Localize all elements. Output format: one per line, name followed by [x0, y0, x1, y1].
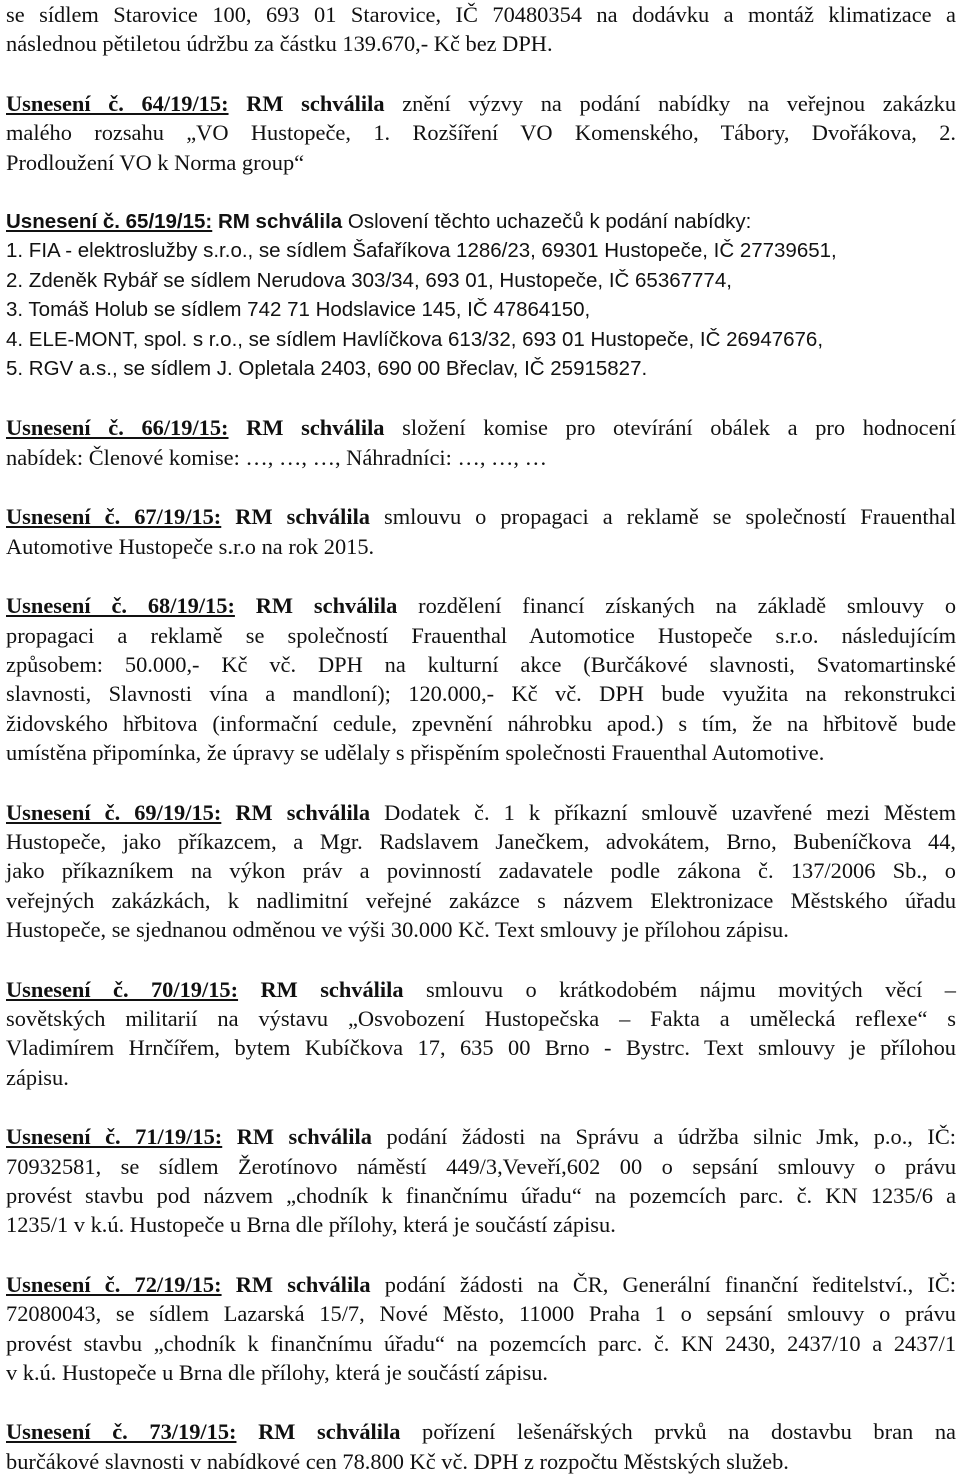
- resolution-number: Usnesení č. 73/19/15:: [6, 1419, 237, 1445]
- resolution-verb: RM schválila: [236, 1124, 372, 1150]
- resolution-71: [6, 1122, 956, 1240]
- text-line: složení komise pro otevírání obálek a pro hodnocení: [402, 415, 956, 441]
- resolution-67: [6, 502, 956, 561]
- resolution-number: Usnesení č. 67/19/15:: [6, 504, 222, 530]
- document-page: [6, 0, 956, 1476]
- text-line: způsobem: 50.000,- Kč vč. DPH na kulturní akce (Burčákové slavnosti, Svatomartinské: [6, 651, 956, 677]
- text-line: propagaci a reklamě se společností Frauenthal Automotice Hustopeče s.r.o. následujícím: [6, 622, 957, 648]
- list-item: 3. Tomáš Holub se sídlem 742 71 Hodslavice 145, IČ 47864150,: [6, 298, 591, 322]
- resolution-69: [6, 798, 956, 945]
- list-item: 1. FIA - elektroslužby s.r.o., se sídlem Šafaříkova 1286/23, 69301 Hustopeče, IČ 27739651,: [6, 239, 837, 263]
- text-line: provést stavbu „chodník k finančnímu úřadu“ na pozemcích parc. č. KN 2430, 2437/10 a 2437/1: [6, 1330, 957, 1356]
- text-line: jako příkazníkem na výkon práv a povinností zadavatele podle zákona č. 137/2006 Sb., o: [6, 858, 956, 884]
- resolution-verb: RM schválila: [235, 504, 370, 530]
- text-line: znění výzvy na podání nabídky na veřejnou zakázku: [402, 90, 957, 116]
- list-item: 4. ELE-MONT, spol. s r.o., se sídlem Havlíčkova 613/32, 693 01 Hustopeče, IČ 26947676,: [6, 327, 824, 351]
- resolution-verb: RM schválila: [235, 1271, 371, 1297]
- resolution-number: Usnesení č. 69/19/15:: [6, 799, 222, 825]
- text-line: provést stavbu pod názvem „chodník k finančnímu úřadu“ na pozemcích parc. č. KN 1235/6 a: [6, 1183, 957, 1208]
- text-line: 1235/1 v k.ú. Hustopeče u Brna dle přílohy, která je součástí zápisu.: [6, 1212, 616, 1238]
- text-line: Dodatek č. 1 k příkazní smlouvě uzavřené mezi Městem: [384, 799, 956, 825]
- list-item: 2. Zdeněk Rybář se sídlem Nerudova 303/34, 693 01, Hustopeče, IČ 65367774,: [6, 268, 732, 292]
- text-line: Hustopeče, se sjednanou odměnou ve výši 30.000 Kč. Text smlouvy je přílohou zápisu.: [6, 917, 789, 943]
- resolution-number: Usnesení č. 64/19/15:: [6, 90, 229, 116]
- text-line: pořízení lešenářských prvků na dostavbu bran na: [422, 1419, 956, 1445]
- text-line: 72080043, se sídlem Lazarská 15/7, Nové Město, 11000 Praha 1 o sepsání smlouvy o právu: [6, 1301, 956, 1327]
- text-line: nabídek: Členové komise: …, …, …, Náhradníci: …, …, …: [6, 444, 548, 470]
- text-line: zápisu.: [6, 1064, 69, 1090]
- text-line: Prodloužení VO k Norma group“: [6, 149, 305, 175]
- text-line: burčákové slavnosti v nabídkové cen 78.800 Kč vč. DPH z rozpočtu Městských služeb.: [6, 1448, 789, 1474]
- resolution-verb: RM schválila: [217, 210, 343, 234]
- text-line: se sídlem Starovice 100, 693 01 Starovice, IČ 70480354 na dodávku a montáž klimatizace a: [6, 2, 956, 27]
- text-line: Vladimírem Hrnčířem, bytem Kubíčkova 17, 635 00 Brno - Bystrc. Text smlouvy je přílohou: [6, 1035, 956, 1061]
- text-line: smlouvu o propagaci a reklamě se společností Frauenthal: [384, 504, 956, 530]
- resolution-number: Usnesení č. 71/19/15:: [6, 1124, 223, 1150]
- resolution-70: [6, 975, 956, 1093]
- resolution-number: Usnesení č. 65/19/15:: [6, 210, 213, 234]
- text-line: slavnosti, Slavnosti vína a mandloní); 120.000,- Kč vč. DPH bude využita na rekonstrukci: [6, 681, 957, 707]
- text-line: židovského hřbitova (informační cedule, zpevnění náhrobku apod.) s tím, že na hřbitově bude: [6, 710, 957, 736]
- text-line: 70932581, se sídlem Žerotínovo náměstí 449/3,Veveří,602 00 o sepsání smlouvy o právu: [6, 1153, 957, 1179]
- text-line: Oslovení těchto uchazečů k podání nabídky:: [347, 210, 752, 234]
- resolution-verb: RM schválila: [246, 415, 385, 441]
- text-line: umístěna připomínka, že úpravy se udělaly s přispěním společnosti Frauenthal Automotive.: [6, 740, 825, 766]
- resolution-verb: RM schválila: [255, 593, 398, 619]
- text-line: sovětských militarií na výstavu „Osvobození Hustopečska – Fakta a umělecká reflexe“ s: [6, 1005, 956, 1031]
- text-line: rozdělení financí získaných na základě smlouvy o: [418, 593, 957, 619]
- text-line: následnou pětiletou údržbu za částku 139.670,- Kč bez DPH.: [6, 31, 553, 57]
- resolution-verb: RM schválila: [258, 1419, 401, 1445]
- resolution-verb: RM schválila: [246, 90, 385, 116]
- text-line: smlouvu o krátkodobém nájmu movitých věcí –: [425, 976, 956, 1002]
- text-line: podání žádosti na Správu a údržba silnic Jmk, p.o., IČ:: [386, 1124, 957, 1150]
- resolution-number: Usnesení č. 66/19/15:: [6, 415, 229, 441]
- text-line: Hustopeče, jako příkazcem, a Mgr. Radslavem Janečkem, advokátem, Brno, Bubeníčkova 44,: [6, 828, 957, 854]
- text-line: podání žádosti na ČR, Generální finanční ředitelství., IČ:: [384, 1271, 957, 1297]
- resolution-verb: RM schválila: [235, 799, 371, 825]
- text-line: malého rozsahu „VO Hustopeče, 1. Rozšíření VO Komenského, Tábory, Dvořákova, 2.: [6, 120, 956, 146]
- resolution-73: [6, 1417, 956, 1476]
- resolution-72: [6, 1270, 956, 1388]
- text-line: veřejných zakázkách, k nadlimitní veřejné zakázce s názvem Elektronizace Městského úřadu: [6, 887, 957, 913]
- resolution-number: Usnesení č. 70/19/15:: [6, 976, 239, 1002]
- list-item: 5. RGV a.s., se sídlem J. Opletala 2403, 690 00 Břeclav, IČ 25915827.: [6, 357, 648, 381]
- resolution-65: [6, 207, 956, 383]
- resolution-verb: RM schválila: [260, 976, 404, 1002]
- resolution-number: Usnesení č. 72/19/15:: [6, 1271, 222, 1297]
- resolution-number: Usnesení č. 68/19/15:: [6, 593, 235, 619]
- paragraph-intro: [6, 0, 956, 59]
- resolution-68: [6, 591, 956, 767]
- resolution-66: [6, 413, 956, 472]
- text-line: v k.ú. Hustopeče u Brna dle přílohy, která je součástí zápisu.: [6, 1360, 548, 1386]
- text-line: Automotive Hustopeče s.r.o na rok 2015.: [6, 533, 375, 559]
- resolution-64: [6, 89, 956, 177]
